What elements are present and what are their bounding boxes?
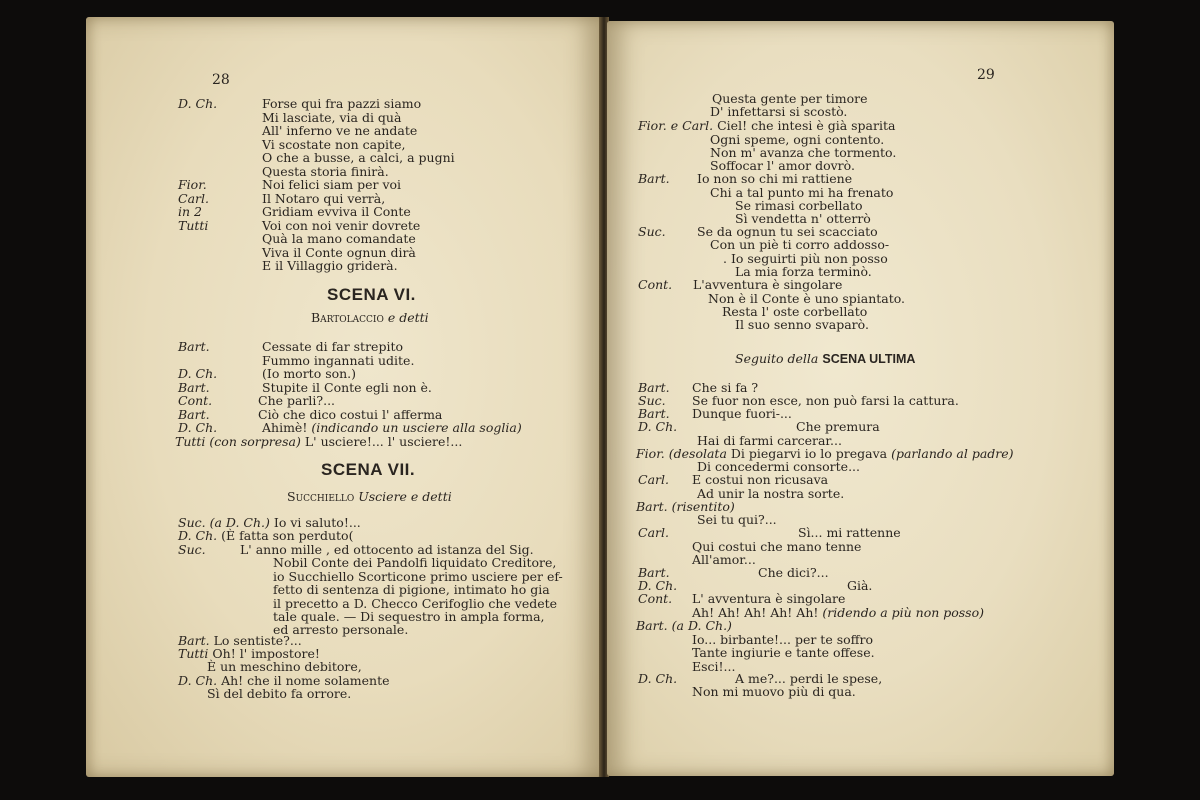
verse-line: Con un piè ti corro addosso- — [710, 237, 890, 252]
verse-line — [636, 619, 732, 633]
verse-line: Tante ingiurie e tante offese. — [692, 645, 875, 661]
character-name: Succhiello — [287, 489, 355, 504]
speaker: Fior. — [638, 118, 667, 133]
speaker: Bart. — [178, 406, 210, 422]
stage-direction: e detti — [387, 310, 429, 325]
speaker: Fior. — [636, 446, 665, 461]
verse-text: Io vi saluto!... — [273, 515, 361, 530]
scene-heading: SCENA ULTIMA — [822, 352, 916, 366]
verse-line: E il Villaggio griderà. — [262, 258, 398, 273]
verse-text: Lo sentiste?... — [213, 633, 302, 648]
stage-direction: D. Ch.) — [225, 515, 270, 530]
speaker: Tutti — [178, 217, 209, 233]
speaker: Bart. — [178, 633, 210, 648]
verse-text: L' usciere!... l' usciere!... — [304, 433, 463, 449]
prose-line: io Succhiello Scorticone primo usciere per ef- — [273, 568, 563, 584]
verse-line: Questa storia finirà. — [262, 163, 389, 179]
speaker: Bart. — [636, 618, 668, 633]
verse-line: Io... birbante!... per te soffro — [692, 632, 874, 647]
speaker: D. Ch. — [638, 671, 678, 686]
speaker: D. Ch. — [178, 528, 218, 543]
verse-line: Chi a tal punto mi ha frenato — [710, 185, 894, 200]
verse-line: È un meschino debitore, — [207, 659, 362, 674]
verse-line: Ogni speme, ogni contento. — [710, 132, 885, 147]
stage-direction: e — [670, 118, 679, 133]
speaker: Carl. — [638, 472, 669, 487]
verse-line: Soffocar l' amor dovrò. — [710, 158, 855, 173]
scene-heading: SCENA VII. — [321, 460, 416, 479]
speaker: Bart. — [178, 339, 210, 354]
stage-direction: (desolata — [668, 446, 727, 461]
verse-text: Ah! Ah! Ah! Ah! Ah! — [692, 605, 819, 620]
verse-line: Mi lasciate, via di quà — [262, 109, 402, 125]
verse-line: Gridiam evviva il Conte — [262, 204, 411, 219]
verse-line — [638, 119, 895, 133]
verse-line: Non mi muovo più di qua. — [692, 684, 856, 699]
stage-direction: (a — [671, 618, 684, 633]
verse-text: Ciel! che intesi è già sparita — [717, 118, 896, 133]
verse-line: Se da ognun tu sei scacciato — [697, 224, 878, 239]
verse-text: Cessate di far strepito — [262, 339, 403, 354]
verse-line: Sì vendetta n' otterrò — [735, 211, 871, 226]
verse-line: Il suo senno svaparò. — [735, 317, 869, 332]
verse-line: . Io seguirti più non posso — [723, 251, 888, 266]
verse-text: Oh! l' impostore! — [212, 646, 320, 661]
stage-direction: (indicando un usciere alla soglia) — [311, 420, 522, 435]
verse-text: (Io morto son.) — [262, 366, 357, 381]
verse-line: All' inferno ve ne andate — [262, 123, 418, 138]
speaker: Carl. — [178, 190, 209, 206]
verse-line: Il Notaro qui verrà, — [262, 190, 386, 206]
verse-line — [175, 435, 462, 449]
scene-subheading — [287, 489, 452, 504]
verse-line: Di concedermi consorte... — [697, 459, 861, 474]
verse-text: Stupite il Conte egli non è. — [262, 379, 432, 395]
speaker: D. Ch. — [638, 419, 678, 434]
stage-direction: (parlando al padre) — [891, 446, 1014, 461]
page-number-left: 28 — [212, 72, 230, 88]
speaker: Suc. — [638, 224, 666, 239]
scene-heading: SCENA VI. — [327, 285, 416, 304]
verse-line: O che a busse, a calci, a pugni — [262, 150, 455, 165]
speaker: Suc. — [178, 542, 206, 557]
speaker: D. Ch. — [638, 578, 678, 593]
verse-line: Sei tu qui?... — [697, 512, 777, 527]
verse-text: Ahimè! — [262, 420, 308, 435]
speaker: Fior. — [178, 177, 207, 192]
character-name: Bartolaccio — [311, 310, 384, 325]
prose-line: il precetto a D. Checco Cerifoglio che vedete — [273, 595, 558, 611]
verse-line: Qui costui che mano tenne — [692, 539, 862, 554]
verse-line: Dunque fuori-... — [692, 406, 792, 421]
speaker: Cont. — [638, 591, 673, 606]
speaker: Suc. — [178, 515, 206, 530]
speaker: Bart. — [638, 171, 670, 186]
verse-line: Sì... mi rattenne — [798, 525, 901, 540]
speaker: Carl. — [638, 525, 669, 540]
verse-line: L' avventura è singolare — [692, 591, 846, 606]
prose-line: Nobil Conte dei Pandolfi liquidato Creditore, — [273, 555, 557, 571]
verse-line: All'amor... — [692, 552, 756, 567]
stage-direction: Usciere e detti — [358, 489, 452, 504]
verse-line: Noi felici siam per voi — [262, 177, 402, 192]
verse-line: Resta l' oste corbellato — [722, 304, 868, 319]
speaker: Bart. — [638, 565, 670, 580]
verse-text: (È fatta son perduto( — [221, 528, 354, 543]
speaker: Bart. — [638, 380, 670, 395]
verse-line: Se fuor non esce, non può farsi la cattura. — [692, 393, 959, 408]
stage-direction: (ridendo a più non posso) — [822, 605, 984, 620]
verse-line: Quà la mano comandate — [262, 231, 416, 246]
scene-subheading — [735, 351, 915, 366]
verse-line: Non è il Conte è uno spiantato. — [708, 291, 906, 306]
verse-line: D' infettarsi si scostò. — [710, 104, 848, 119]
verse-text: Fummo ingannati udite. — [262, 352, 415, 368]
speaker: Bart. — [638, 406, 670, 421]
scene-subheading — [311, 310, 429, 325]
verse-line: Ad unir la nostra sorte. — [697, 486, 845, 501]
verse-line: Vi scostate non capite, — [262, 136, 406, 152]
verse-line — [692, 606, 984, 620]
verse-line: Esci!... — [692, 658, 736, 674]
verse-line: Che premura — [796, 419, 880, 434]
speaker: Tutti — [178, 646, 209, 661]
speaker: D. Ch. — [178, 96, 218, 111]
prose-line: tale quale. — Di sequestro in ampla forma, — [273, 609, 545, 624]
verse-line: Che dici?... — [758, 565, 829, 580]
prose-line: ed arresto personale. — [273, 622, 409, 638]
verse-line: Questa gente per timore — [712, 91, 868, 106]
verse-line: Se rimasi corbellato — [735, 198, 863, 213]
verse-line: Io non so chi mi rattiene — [697, 171, 853, 186]
verse-line: Forse qui fra pazzi siamo — [262, 96, 422, 111]
verse-line: Hai di farmi carcerar... — [697, 433, 842, 448]
stage-direction: (a — [209, 515, 222, 530]
verse-line: A me?... perdi le spese, — [735, 671, 883, 686]
speaker: Tutti — [175, 433, 206, 449]
verse-line: Viva il Conte ognun dirà — [262, 244, 416, 260]
stage-direction: Seguito della — [735, 351, 819, 366]
stage-direction: (risentito) — [671, 499, 735, 514]
speaker: D. Ch. — [178, 673, 218, 688]
speaker: Bart. — [636, 499, 668, 514]
verse-line: L'avventura è singolare — [693, 277, 843, 292]
verse-line: Sì del debito fa orrore. — [207, 686, 352, 701]
stage-direction: D. Ch.) — [687, 618, 732, 633]
verse-line: Voi con noi venir dovrete — [262, 217, 421, 233]
verse-text: Ciò che dico costui l' afferma — [258, 406, 443, 422]
speaker: D. Ch. — [178, 420, 218, 435]
verse-line: La mia forza terminò. — [735, 264, 872, 279]
verse-text: Che parli?... — [258, 393, 336, 408]
page-number-right: 29 — [977, 67, 995, 83]
verse-text: Ah! che il nome solamente — [221, 673, 390, 688]
verse-line — [178, 529, 353, 543]
prose-line: fetto di sentenza di pigione, intimato ho gia — [273, 582, 550, 598]
speaker: Cont. — [638, 277, 673, 292]
prose-line: L' anno mille , ed ottocento ad istanza del Sig. — [240, 542, 534, 557]
speaker: D. Ch. — [178, 366, 218, 381]
speaker: in 2 — [178, 204, 202, 219]
speaker: Carl. — [682, 118, 714, 133]
verse-line: E costui non ricusava — [692, 472, 829, 487]
verse-line: Non m' avanza che tormento. — [710, 145, 897, 160]
stage-direction: (con sorpresa) — [209, 433, 301, 449]
verse-text: Di piegarvi io lo pregava — [730, 446, 888, 461]
verse-line: Che si fa ? — [692, 380, 759, 395]
speaker: Suc. — [638, 393, 666, 408]
verse-line: Già. — [847, 578, 873, 593]
speaker: Cont. — [178, 393, 213, 408]
speaker: Bart. — [178, 379, 210, 395]
